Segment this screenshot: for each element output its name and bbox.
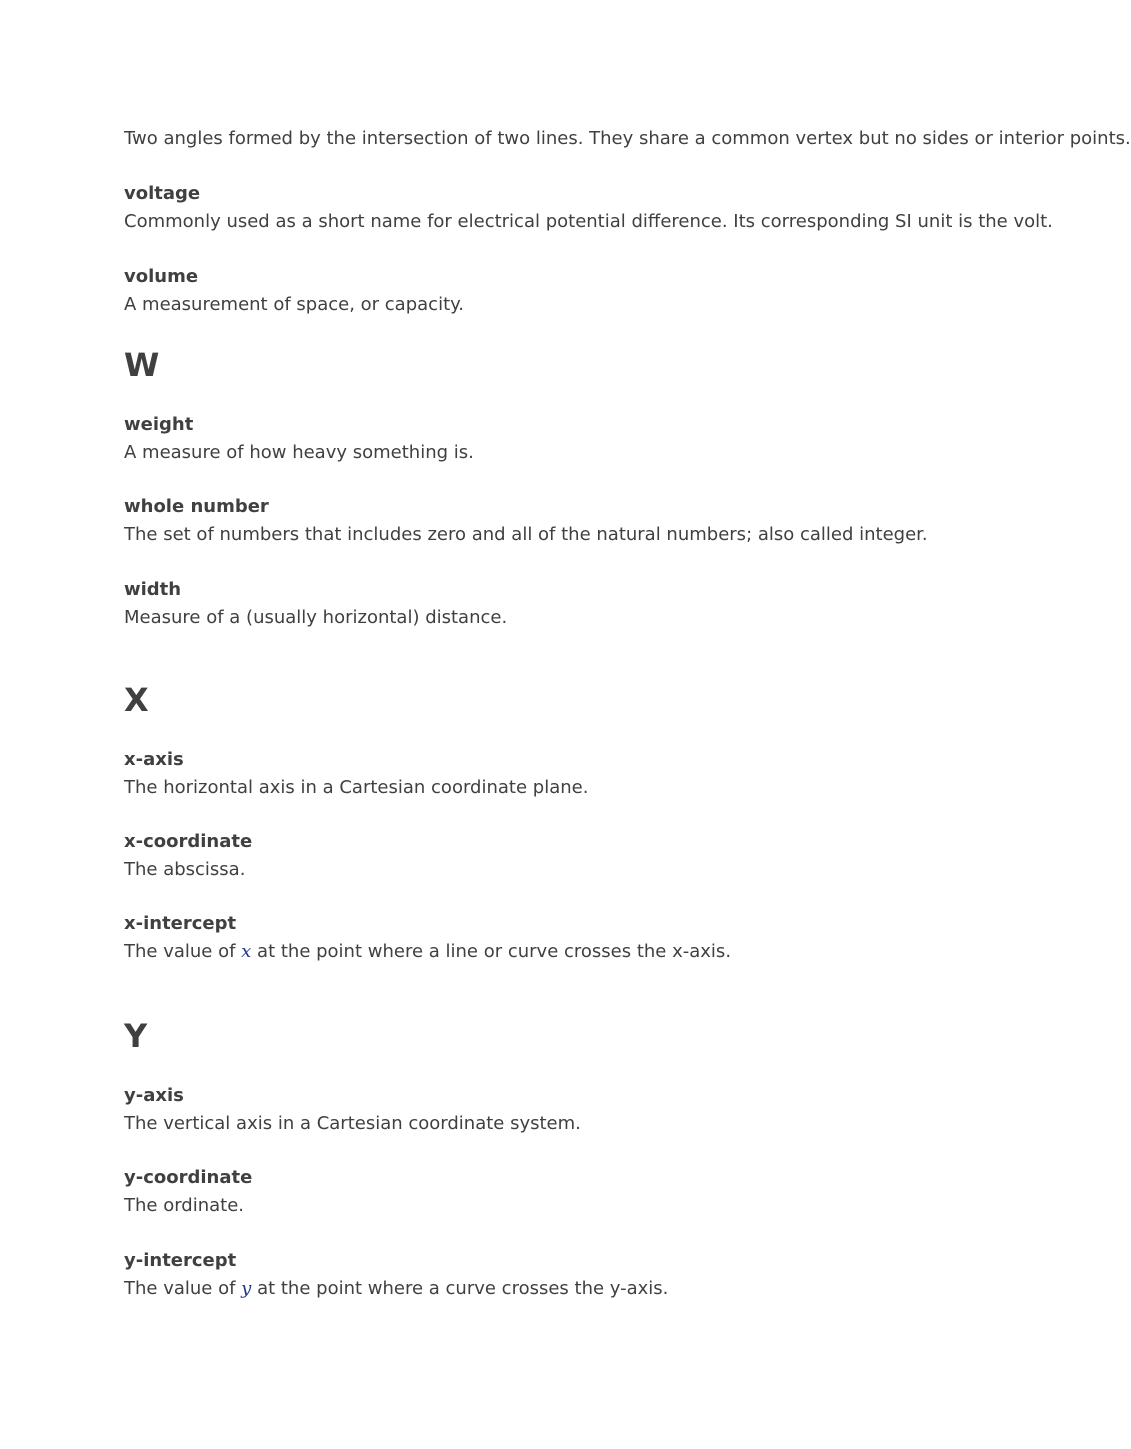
- math-variable-y: y: [241, 1278, 252, 1299]
- definition-text: The value of: [124, 1278, 242, 1299]
- glossary-entry-y-coordinate: [124, 1167, 252, 1218]
- entry-term: volume: [124, 266, 199, 287]
- section-heading-x: X: [124, 681, 149, 719]
- glossary-entry-whole-number: [124, 496, 928, 547]
- definition-text: at the point where a line or curve crosses the x-axis.: [251, 941, 732, 962]
- glossary-entry-y-axis: [124, 1085, 581, 1136]
- glossary-entry-y-intercept: [124, 1250, 668, 1301]
- entry-term: x-axis: [124, 749, 184, 770]
- section-heading-w: W: [124, 346, 160, 384]
- definition-text: at the point where a curve crosses the y-axis.: [251, 1278, 669, 1299]
- entry-term: voltage: [124, 183, 201, 204]
- entry-definition: [124, 940, 731, 964]
- entry-definition: [124, 1277, 668, 1301]
- entry-definition: Commonly used as a short name for electrical potential difference. Its corresponding SI unit is the volt.: [124, 211, 1053, 232]
- entry-definition: The horizontal axis in a Cartesian coordinate plane.: [124, 777, 589, 798]
- section-heading-y: Y: [124, 1017, 148, 1055]
- entry-term: y-intercept: [124, 1250, 237, 1271]
- entry-term: y-coordinate: [124, 1167, 253, 1188]
- entry-definition: The set of numbers that includes zero and all of the natural numbers; also called integer.: [124, 524, 928, 545]
- entry-definition: The abscissa.: [124, 859, 246, 880]
- glossary-entry-x-intercept: [124, 913, 731, 964]
- entry-definition: A measure of how heavy something is.: [124, 442, 474, 463]
- entry-term: width: [124, 579, 182, 600]
- entry-term: whole number: [124, 496, 269, 517]
- math-variable-x: x: [241, 941, 252, 962]
- entry-term: x-intercept: [124, 913, 237, 934]
- entry-term: y-axis: [124, 1085, 184, 1106]
- entry-definition: The vertical axis in a Cartesian coordinate system.: [124, 1113, 581, 1134]
- glossary-entry-volume: [124, 266, 464, 317]
- definition-text: The value of: [124, 941, 242, 962]
- entry-term: weight: [124, 414, 194, 435]
- entry-definition: Measure of a (usually horizontal) distance.: [124, 607, 508, 628]
- entry-term: x-coordinate: [124, 831, 253, 852]
- glossary-entry-vertical-angles: [124, 127, 1131, 151]
- glossary-entry-voltage: [124, 183, 1053, 234]
- glossary-entry-width: [124, 579, 507, 630]
- glossary-entry-x-axis: [124, 749, 588, 800]
- glossary-entry-weight: [124, 414, 474, 465]
- entry-definition: A measurement of space, or capacity.: [124, 294, 464, 315]
- entry-definition: Two angles formed by the intersection of two lines. They share a common vertex but no sides or interior points.: [124, 128, 1131, 149]
- glossary-entry-x-coordinate: [124, 831, 252, 882]
- entry-definition: The ordinate.: [124, 1195, 245, 1216]
